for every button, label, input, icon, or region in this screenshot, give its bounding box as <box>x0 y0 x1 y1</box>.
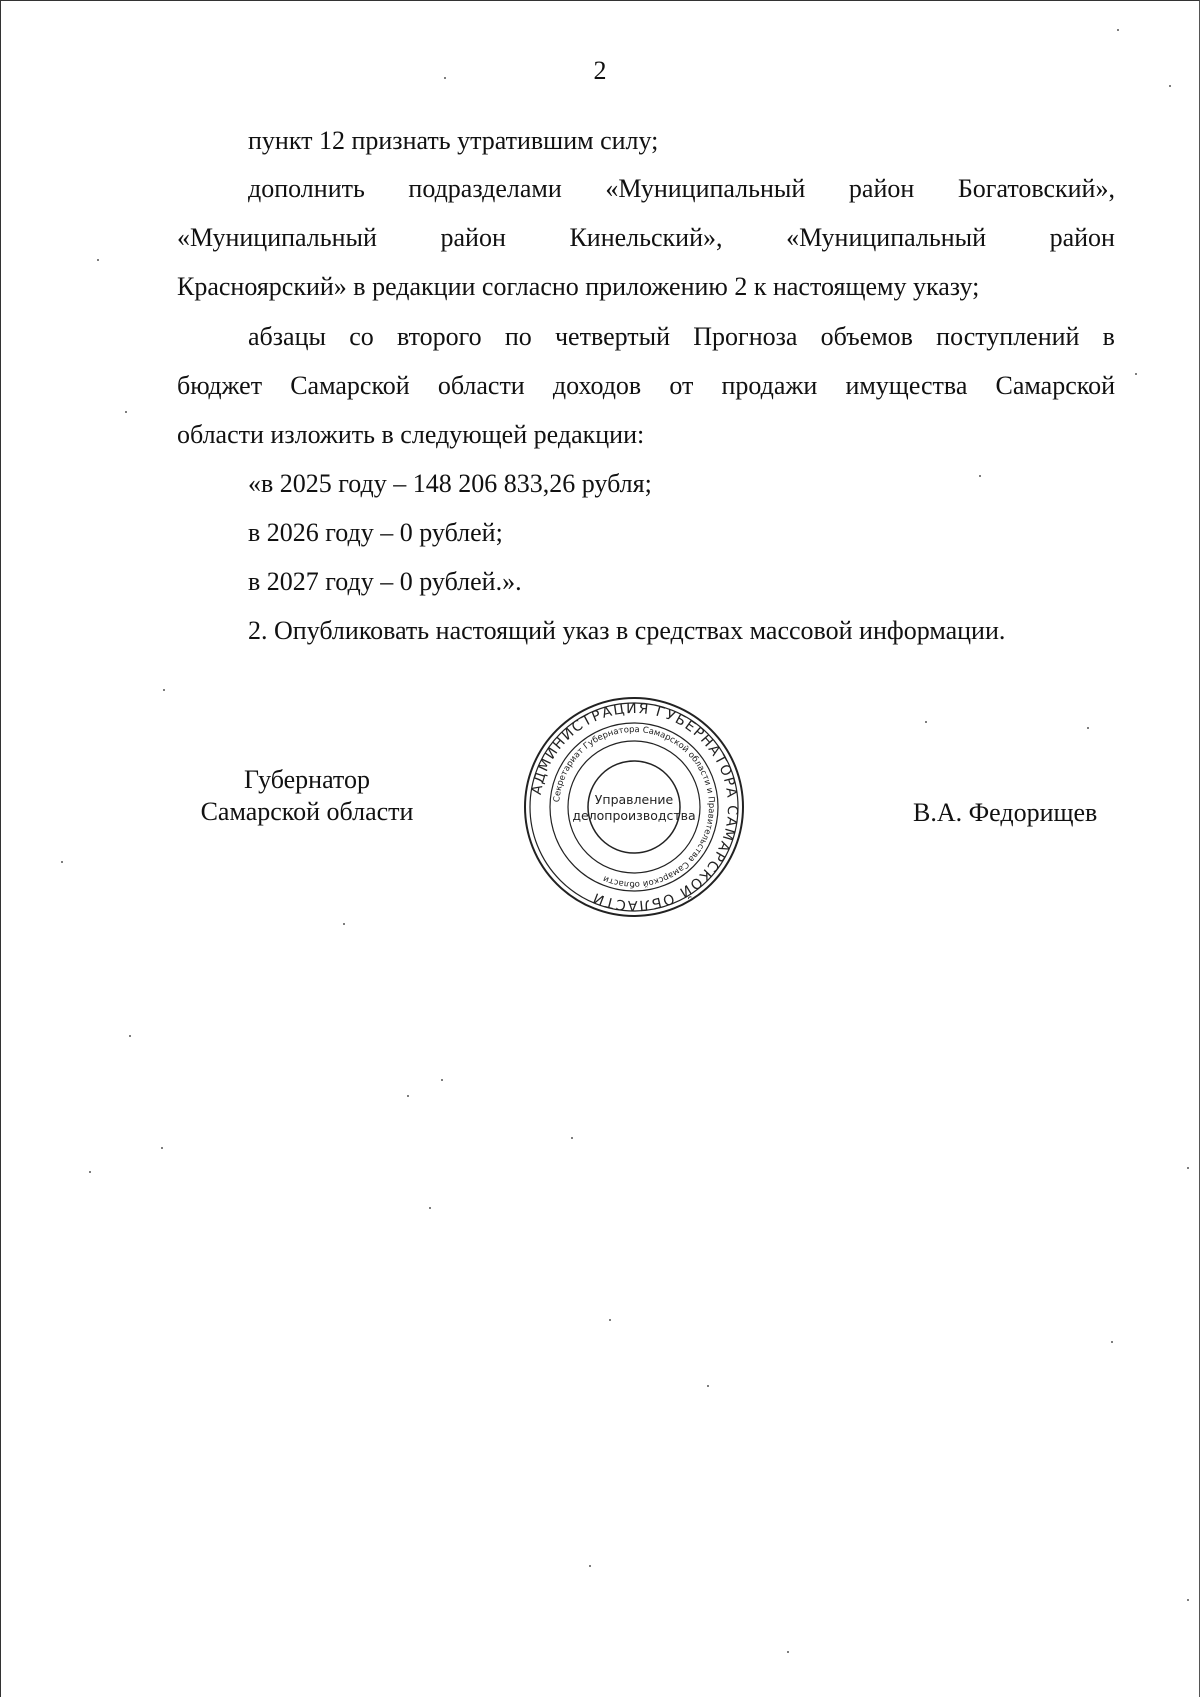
scan-speck <box>407 1095 409 1097</box>
scan-speck <box>1087 727 1089 729</box>
scan-speck <box>979 475 981 477</box>
word: район <box>440 223 506 252</box>
word: доходов <box>552 371 642 400</box>
scan-speck <box>1111 1341 1113 1343</box>
scan-speck <box>589 1565 591 1567</box>
seal-center-line1: Управление <box>594 792 674 807</box>
word: Кинельский», <box>569 223 723 252</box>
word: подразделами <box>408 174 562 203</box>
word: «Муниципальный <box>786 223 987 252</box>
word: «Муниципальный <box>605 174 806 203</box>
paragraph-p1: пункт 12 признать утратившим силу; <box>248 126 659 155</box>
word: дополнить <box>248 174 365 203</box>
seal-center-line2: делопроизводства <box>572 808 696 823</box>
signatory-position-line1: Губернатор <box>244 765 370 794</box>
word: по <box>504 322 532 351</box>
scan-speck <box>441 1079 443 1081</box>
forecast-2026: в 2026 году – 0 рублей; <box>248 518 503 547</box>
word: район <box>848 174 915 203</box>
scan-speck <box>571 1137 573 1139</box>
word: области <box>437 371 525 400</box>
scan-speck <box>129 1035 131 1037</box>
paragraph-p3-line3: области изложить в следующей редакции: <box>177 420 645 449</box>
word: со <box>349 322 374 351</box>
scan-speck <box>97 259 99 261</box>
scan-speck <box>1169 85 1171 87</box>
word: абзацы <box>248 322 326 351</box>
signatory-position <box>187 764 427 828</box>
word: бюджет <box>177 371 263 400</box>
scan-speck <box>163 689 165 691</box>
word: поступлений <box>936 322 1080 351</box>
scan-speck <box>609 1319 611 1321</box>
seal-outer-text: АДМИНИСТРАЦИЯ ГУБЕРНАТОРА САМАРСКОЙ ОБЛАСТИ <box>528 700 741 914</box>
scan-speck <box>1117 29 1119 31</box>
word: Самарской <box>290 371 410 400</box>
signatory-position-line2: Самарской области <box>200 797 414 826</box>
paragraph-p2-line1 <box>248 173 1115 205</box>
forecast-2025: «в 2025 году – 148 206 833,26 рубля; <box>248 469 652 498</box>
scan-speck <box>1187 1599 1189 1601</box>
word: продажи <box>721 371 818 400</box>
scan-speck <box>429 1207 431 1209</box>
word: четвертый <box>554 322 671 351</box>
scan-speck <box>925 721 927 723</box>
forecast-2027: в 2027 году – 0 рублей.». <box>248 567 522 596</box>
word: второго <box>396 322 482 351</box>
seal-inner-text: Секретариат Губернатора Самарской области и Правительства Самарской области <box>552 724 717 890</box>
word: «Муниципальный <box>177 223 377 252</box>
scan-speck <box>89 1171 91 1173</box>
word: в <box>1102 322 1115 351</box>
word: от <box>669 371 694 400</box>
item-2-publish: 2. Опубликовать настоящий указ в средствах массовой информации. <box>248 616 1006 645</box>
scan-speck <box>161 1147 163 1149</box>
official-seal <box>523 696 745 918</box>
word: Самарской <box>995 371 1115 400</box>
word: объемов <box>820 322 913 351</box>
scan-speck <box>707 1385 709 1387</box>
word: Богатовский», <box>957 174 1115 203</box>
scan-speck <box>125 411 127 413</box>
word: Прогноза <box>693 322 798 351</box>
paragraph-p3-line2 <box>177 370 1115 402</box>
signatory-name: В.А. Федорищев <box>913 798 1098 827</box>
scan-speck <box>61 861 63 863</box>
paragraph-p2-line2 <box>177 222 1115 254</box>
word: имущества <box>845 371 968 400</box>
page-number: 2 <box>593 56 607 85</box>
scan-speck <box>1187 1167 1189 1169</box>
scan-speck <box>343 923 345 925</box>
scan-speck <box>787 1651 789 1653</box>
scan-speck <box>444 77 446 79</box>
paragraph-p3-line1 <box>248 321 1115 353</box>
scan-speck <box>1135 373 1137 375</box>
paragraph-p2-line3: Красноярский» в редакции согласно приложению 2 к настоящему указу; <box>177 272 980 301</box>
word: район <box>1049 223 1115 252</box>
